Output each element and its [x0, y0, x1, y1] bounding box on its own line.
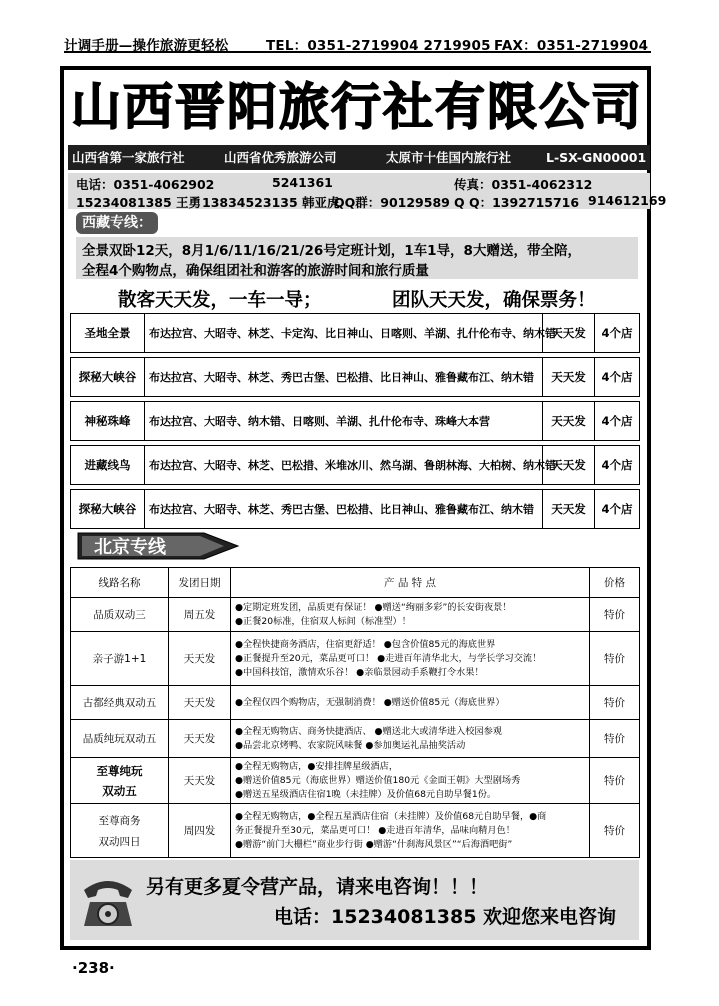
feature-line: ●正餐提升至20元，菜品更可口！ ●走进百年清华北大，与学长学习交流！ [235, 652, 542, 664]
route-departure: 天天发 [543, 490, 595, 529]
route-features [231, 686, 590, 720]
route-name: 探秘大峡谷 [71, 490, 145, 529]
company-tags-band [68, 145, 650, 170]
table-header-row [71, 568, 640, 598]
feature-line: ●赠游“前门大栅栏”商业步行街 ●赠游“什刹海风景区”“后海酒吧街” [235, 838, 513, 850]
company-tag: 山西省第一家旅行社 [72, 150, 185, 165]
route-name [71, 804, 169, 858]
page-number: ·238· [72, 959, 115, 977]
route-name: 圣地全景 [71, 314, 145, 353]
route-price: 特价 [590, 720, 640, 758]
route-sights: 布达拉宫、大昭寺、林芝、秀巴古堡、巴松措、比日神山、雅鲁藏布江、纳木错 [145, 358, 543, 397]
header-features: 产 品 特 点 [231, 568, 590, 598]
route-shops: 4个店 [595, 358, 640, 397]
company-name: 山西晋阳旅行社有限公司 [71, 78, 643, 136]
feature-line: ●全程无购物店、商务快捷酒店、 ●赠送北大或清华进入校园参观 [235, 725, 503, 737]
contact-mobile1: 15234081385 王勇 [76, 195, 202, 210]
table-row [71, 490, 640, 529]
route-price: 特价 [590, 758, 640, 804]
table-row [71, 598, 640, 632]
header-price: 价格 [590, 568, 640, 598]
company-tag: 山西省优秀旅游公司 [224, 150, 337, 165]
route-departure: 天天发 [169, 686, 231, 720]
beijing-section-arrow [72, 529, 242, 563]
route-sights: 布达拉宫、大昭寺、林芝、秀巴古堡、巴松措、比日神山、雅鲁藏布江、纳木错 [145, 490, 543, 529]
feature-line: 务正餐提升至30元，菜品更可口！ ●走进百年清华，品味向精月色！ [235, 824, 515, 836]
feature-line: ●赠送五星级酒店住宿1晚（未挂牌）及价值68元自助早餐1份。 [235, 788, 497, 800]
route-departure: 天天发 [169, 720, 231, 758]
table-row [71, 402, 640, 441]
route-name-line1: 至尊商务 [98, 814, 141, 827]
footer-phone: 电话：15234081385 欢迎您来电咨询 [274, 906, 617, 928]
feature-line: ●赠送价值85元（海底世界）赠送价值180元《金面王朝》大型剧场秀 [235, 774, 521, 786]
route-features [231, 758, 590, 804]
route-name: 亲子游1+1 [71, 632, 169, 686]
contact-fax: 传真：0351-4062312 [454, 177, 593, 192]
feature-line: ●全程无购物店，●全程五星酒店住宿（未挂牌）及价值68元自助早餐，●商 [235, 810, 547, 822]
route-departure: 周四发 [169, 804, 231, 858]
feature-line: ●定期定班发团，品质更有保证！ ●赠送“绚丽多彩”的长安街夜景！ [235, 601, 512, 613]
route-price: 特价 [590, 804, 640, 858]
route-sights: 布达拉宫、大昭寺、林芝、卡定沟、比日神山、日喀则、羊湖、扎什伦布寺、纳木错 [145, 314, 543, 353]
route-name: 神秘珠峰 [71, 402, 145, 441]
table-row [71, 758, 640, 804]
table-row [71, 686, 640, 720]
route-features [231, 804, 590, 858]
table-row [71, 804, 640, 858]
tibet-intro-line2: 全程4个购物点，确保组团社和游客的旅游时间和旅行质量 [82, 263, 429, 279]
route-name-line1: 至尊纯玩 [96, 763, 143, 778]
feature-line: ●品尝北京烤鸭、农家院风味餐 ●参加奥运礼品抽奖活动 [235, 739, 466, 751]
company-tag: L-SX-GN00001 [546, 150, 647, 165]
telephone-icon [78, 868, 138, 932]
feature-line: ●全程仅四个购物店，无强制消费！ ●赠送价值85元（海底世界） [235, 696, 505, 708]
feature-line: ●全程快捷商务酒店，住宿更舒适！ ●包含价值85元的海底世界 [235, 638, 496, 650]
feature-line: ●正餐20标准，住宿双人标间（标准型）！ [235, 615, 411, 627]
header-route-name: 线路名称 [71, 568, 169, 598]
route-shops: 4个店 [595, 402, 640, 441]
route-name-line2: 双动四日 [98, 835, 141, 848]
route-sights: 布达拉宫、大昭寺、林芝、巴松措、米堆冰川、然乌湖、鲁朗林海、大柏树、纳木错 [145, 446, 543, 485]
table-row [71, 632, 640, 686]
contact-qq-group: QQ群：90129589 [334, 195, 450, 210]
route-shops: 4个店 [595, 446, 640, 485]
route-name [71, 758, 169, 804]
footer-more-products: 另有更多夏令营产品，请来电咨询！！！ [146, 876, 489, 898]
tibet-route-table [70, 313, 640, 529]
contact-phone1: 电话：0351-4062902 [76, 177, 215, 192]
tibet-slogan-right: 团队天天发，确保票务！ [392, 290, 596, 311]
route-name: 品质纯玩双动五 [71, 720, 169, 758]
footer-box [70, 860, 639, 940]
route-name: 探秘大峡谷 [71, 358, 145, 397]
tibet-slogan-left: 散客天天发，一车一导； [118, 290, 322, 311]
header-slogan: 计调手册—操作旅游更轻松 [64, 38, 229, 53]
tibet-intro-line1: 全景双卧12天，8月1/6/11/16/21/26号定班计划，1车1导，8大赠送，带全陪， [82, 243, 581, 259]
contact-qq1: Q Q：1392715716 [454, 195, 580, 210]
top-header-bar [64, 33, 651, 53]
header-tel: TEL：0351-2719904 2719905 [266, 38, 491, 53]
route-name: 进藏线鸟 [71, 446, 145, 485]
contact-qq2: 914612169 [588, 193, 667, 208]
feature-line: ●中国科技馆，激情欢乐谷！ ●亲临景园动手系鞭打令水果！ [235, 666, 484, 678]
route-departure: 天天发 [169, 632, 231, 686]
route-shops: 4个店 [595, 490, 640, 529]
route-departure: 周五发 [169, 598, 231, 632]
route-departure: 天天发 [543, 314, 595, 353]
route-features [231, 632, 590, 686]
route-departure: 天天发 [169, 758, 231, 804]
table-row [71, 358, 640, 397]
route-name: 古都经典双动五 [71, 686, 169, 720]
route-name: 品质双动三 [71, 598, 169, 632]
route-features [231, 720, 590, 758]
contact-phone2: 5241361 [272, 175, 333, 190]
beijing-section-label: 北京专线 [94, 537, 166, 558]
route-price: 特价 [590, 686, 640, 720]
contact-mobile2: 13834523135 韩亚虎 [202, 195, 340, 210]
feature-line: ●全程无购物店，●安排挂牌星级酒店， [235, 760, 399, 772]
route-price: 特价 [590, 632, 640, 686]
tibet-intro-box [76, 237, 638, 279]
route-departure: 天天发 [543, 402, 595, 441]
route-sights: 布达拉宫、大昭寺、纳木错、日喀则、羊湖、扎什伦布寺、珠峰大本营 [145, 402, 543, 441]
beijing-route-table [70, 567, 640, 858]
route-price: 特价 [590, 598, 640, 632]
route-features [231, 598, 590, 632]
table-row [71, 446, 640, 485]
tibet-section-label: 西藏专线： [76, 212, 158, 234]
route-departure: 天天发 [543, 446, 595, 485]
header-departure: 发团日期 [169, 568, 231, 598]
table-row [71, 314, 640, 353]
table-row [71, 720, 640, 758]
header-fax: FAX：0351-2719904 [494, 38, 649, 53]
route-name-line2: 双动五 [102, 783, 137, 798]
company-tag: 太原市十佳国内旅行社 [386, 150, 512, 165]
route-departure: 天天发 [543, 358, 595, 397]
route-shops: 4个店 [595, 314, 640, 353]
